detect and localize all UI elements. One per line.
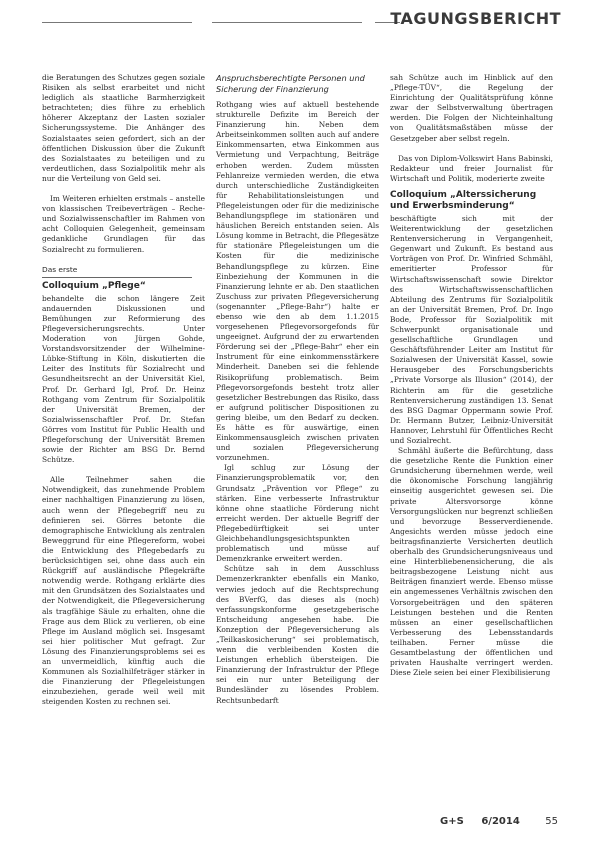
col1-label: Das erste: [42, 264, 78, 274]
col2-paragraph-3: Schütze sah in dem Ausschluss Demenzerkrankter ebenfalls ein Manko, verwies jedoch auf die Rechtsprechung des BVerfG, das dieses als (noch) verfassungskonforme gesetzgeberische Entscheidung angesehen habe. Die Konzeption der Pflegeversicherung als „Teilkaskosicherung“ sei problematisch, wenn die verbleibenden Kosten die Leistungen erheblich übersteigen. Die Finanzierung der Infrastruktur der Pflege sei ein nur unter Beteiligung der Bundesländer zu lösendes Problem. Rechtsunbedarft: [216, 564, 379, 705]
col1-rule: [42, 277, 192, 278]
section-title: TAGUNGSBERICHT: [390, 9, 561, 28]
col1-heading: Colloquium „Pflege“: [42, 280, 146, 291]
col3-paragraph-4: Schmähl äußerte die Befürchtung, dass die gesetzliche Rente die Funktion einer Grundsicherung übernehmen werde, weil die ökonomische Forschung langjährig einseitig ausgerichtet gewesen sei. Die private Altersvorsorge könne Versorgungslücken nur begrenzt schließen und bevorzuge Besserverdienende. Angesichts werden müsse jedoch eine beitragsfinanzierte Versicherten deutlich oberhalb des Grundsicherungsniveaus und eine Hinterbliebenensicherung, die als beitragsbezogene Leistung nicht aus Beiträgen finanziert werde. Ebenso müsse ein angemessenes Verhältnis zwischen den Vorsorgebeiträgen und den späteren Leistungen bestehen und die Renten müssen an einer gesellschaftlichen Verbesserung des Lebensstandards teilhaben. Ferner müsse die Gesamtbelastung der öffentlichen und privaten Haushalte verringert werden. Diese Ziele seien bei einer Flexibilisierung: [390, 446, 553, 678]
col3-paragraph-3: beschäftigte sich mit der Weiterentwicklung der gesetzlichen Rentenversicherung in Vergangenheit, Gegenwart und Zukunft. Es bestand aus Vorträgen von Prof. Dr. Winfried Schmähl, emeritierter Professor für Wirtschaftswissenschaft sowie Direktor des Wirtschaftswissenschaftlichen Abteilung des Zentrums für Sozialpolitik an der Universität Bremen, Prof. Dr. Ingo Bode, Professor für Sozialpolitik mit Schwerpunkt organisationale und gesellschaftliche Grundlagen und Geschäftsführender Leiter am Institut für Sozialwesen der Universität Kassel, sowie Herausgeber des Forschungsberichts „Private Vorsorge als Illusion“ (2014), der Richterin am für die gesetzliche Rentenversicherung zuständigen 13. Senat des BSG Dagmar Oppermann sowie Prof. Dr. Hermann Butzer, Leibniz-Universität Hannover, Lehrstuhl für Öffentliches Recht und Sozialrecht.: [390, 213, 553, 445]
col3-paragraph-2: Das von Diplom-Volkswirt Hans Babinski, Redakteur und freier Journalist für Wirtschaft und Politik, moderierte zweite: [390, 153, 553, 183]
col1-paragraph-4: Alle Teilnehmer sahen die Notwendigkeit, das zunehmende Problem einer nachhaltigen Finanzierung zu lösen, auch wenn der Pflegebegriff neu zu definieren sei. Görres betonte die demographische Entwicklung als zentralen Beweggrund für eine Pflegereform, wobei die Entwicklung des Pflegebedarfs zu berücksichtigen sei, ohne dass auch ein Rückgriff auf ausländische Pflegekräfte notwendig werde. Rothgang erklärte dies mit den Grundsätzen des Sozialstaates und der Notwendigkeit, die Pflegeversicherung als tragfähige Säule zu erhalten, ohne die Frage aus dem Blick zu verlieren, ob eine Pflege im Ausland möglich sei. Insgesamt sei hier politischer Mut gefragt. Zur Lösung des Finanzierungsproblems sei es an unvermeidlich, künftig auch die Kommunen als Sozialhilfeträger stärker in die Finanzierung der Pflegeleistungen einzubeziehen, gerade weil weil mit steigenden Kosten zu rechnen sei.: [42, 475, 205, 707]
col3-heading: Colloquium „Alterssicherung und Erwerbsminderung“: [390, 189, 537, 211]
col1-paragraph-2: Im Weiteren erhielten erstmals – anstelle von klassischen Treibeverträgen – Reche- und Sozialwissenschaftler im Rahmen von acht Colloquien Gelegenheit, gemeinsam gedankliche Grundlagen für das Sozialrecht zu formulieren.: [42, 194, 205, 254]
col2-paragraph-1: Rothgang wies auf aktuell bestehende strukturelle Defizite im Bereich der Finanzierung hin. Neben dem Arbeitseinkommen sollten auch auf andere Einkommensarten, etwa Einkommen aus Vermietung und Verpachtung, Beiträge erhoben werden. Zudem müssten Fehlanreize vermieden werden, die etwa durch unterschiedliche Zuständigkeiten für Rehabilitationsleistungen und Pflegeleistungen oder für die medizinische Behandlungspflege im stationären und häuslichen Bereich entstanden seien. Als Lösung komme in Betracht, die Pflegesätze für stationäre Pflegeleistungen um die Kosten für die medizinische Behandlungspflege zu kürzen. Eine Einbeziehung der Kommunen in die Finanzierung lehnte er ab. Den staatlichen Zuschuss zur privaten Pflegeversicherung (sogenannter „Pflege-Bahr“) halte er ebenso wie den ab dem 1.1.2015 vorgesehenen Pflegevorsorgefonds für ungeeignet. Aufgrund der zu erwartenden Förderung sei der „Pflege-Bahr“ eher ein Instrument für eine einkommensstärkere Minderheit. Daneben sei die fehlende Risikoprüfung problematisch. Beim Pflegevorsorgefonds besteht trotz aller gesetzlicher Bestrebungen das Risiko, dass er aufgrund politischer Dispositionen zu gering bleibe, um den Bedarf zu decken. Es hätte es für auswärtige, einen Einkommensausgleich zwischen privaten und sozialen Pflegeversicherung vorzunehmen.: [216, 100, 379, 463]
col3-paragraph-1: sah Schütze auch im Hinblick auf den „Pflege-TÜV“, die Regelung der Einrichtung der Qualitätsprüfung könne zwar der Selbstverwaltung übertragen werden. Die Folgen der Nichteinhaltung von Qualitätsmaßstäben müsse der Gesetzgeber aber selbst regeln.: [390, 73, 553, 143]
column-3: [390, 73, 553, 678]
col1-paragraph-top: die Beratungen des Schutzes gegen soziale Risiken als selbst erarbeitet und nicht lediglich als staatliche Barmherzigkeit betrachteten; dies führe zu erheblich höherer Akzeptanz der Lasten sozialer Sicherungssysteme. Die Anhänger des Sozialstaates seien gefordert, sich an der öffentlichen Diskussion über die Zukunft des Sozialstaates zu beteiligen und zu verdeutlichen, dass Sozialpolitik mehr als nur die Verteilung von Geld sei.: [42, 73, 205, 183]
col1-paragraph-3: behandelte die schon längere Zeit andauernden Diskussionen und Bemühungen zur Reformierung des Pflegeversicherungsrechts. Unter Moderation von Jürgen Gohde, Vorstandsvorsitzender der Wilhelmine-Lübke-Stiftung in Köln, diskutierten die Leiter des Instituts für Sozialrecht und Gesundheitsrecht an der Universität Kiel, Prof. Dr. Gerhard Igl, Prof. Dr. Heinz Rothgang vom Zentrum für Sozialpolitik der Universität Bremen, der Sozialwissenschaftler Prof. Dr. Stefan Görres vom Institut für Public Health und Pflegeforschung der Universität Bremen sowie der Richter am BSG Dr. Bernd Schütze.: [42, 293, 205, 465]
journal-name: G+S: [440, 816, 464, 827]
header-rule-1: [42, 22, 192, 23]
col2-paragraph-2: Igl schlug zur Lösung der Finanzierungsproblematik vor, den Grundsatz „Prävention vor Pflege“ zu stärken. Eine verbesserte Infrastruktur könne ohne staatliche Förderung nicht erreicht werden. Der aktuelle Begriff der Pflegebedürftigkeit sei unter Gleichbehandlungsgesichtspunkten problematisch und müsse auf Demenzkranke erweitert werden.: [216, 463, 379, 564]
col2-subheading: Anspruchsberechtigte Personen und Sicherung der Finanzierung: [216, 73, 365, 94]
header-rule-2: [212, 22, 362, 23]
column-1: [42, 73, 205, 707]
issue-number: 6/2014: [481, 816, 520, 827]
column-2: [216, 73, 379, 706]
page-footer: [426, 816, 558, 827]
page-number: 55: [545, 816, 558, 827]
